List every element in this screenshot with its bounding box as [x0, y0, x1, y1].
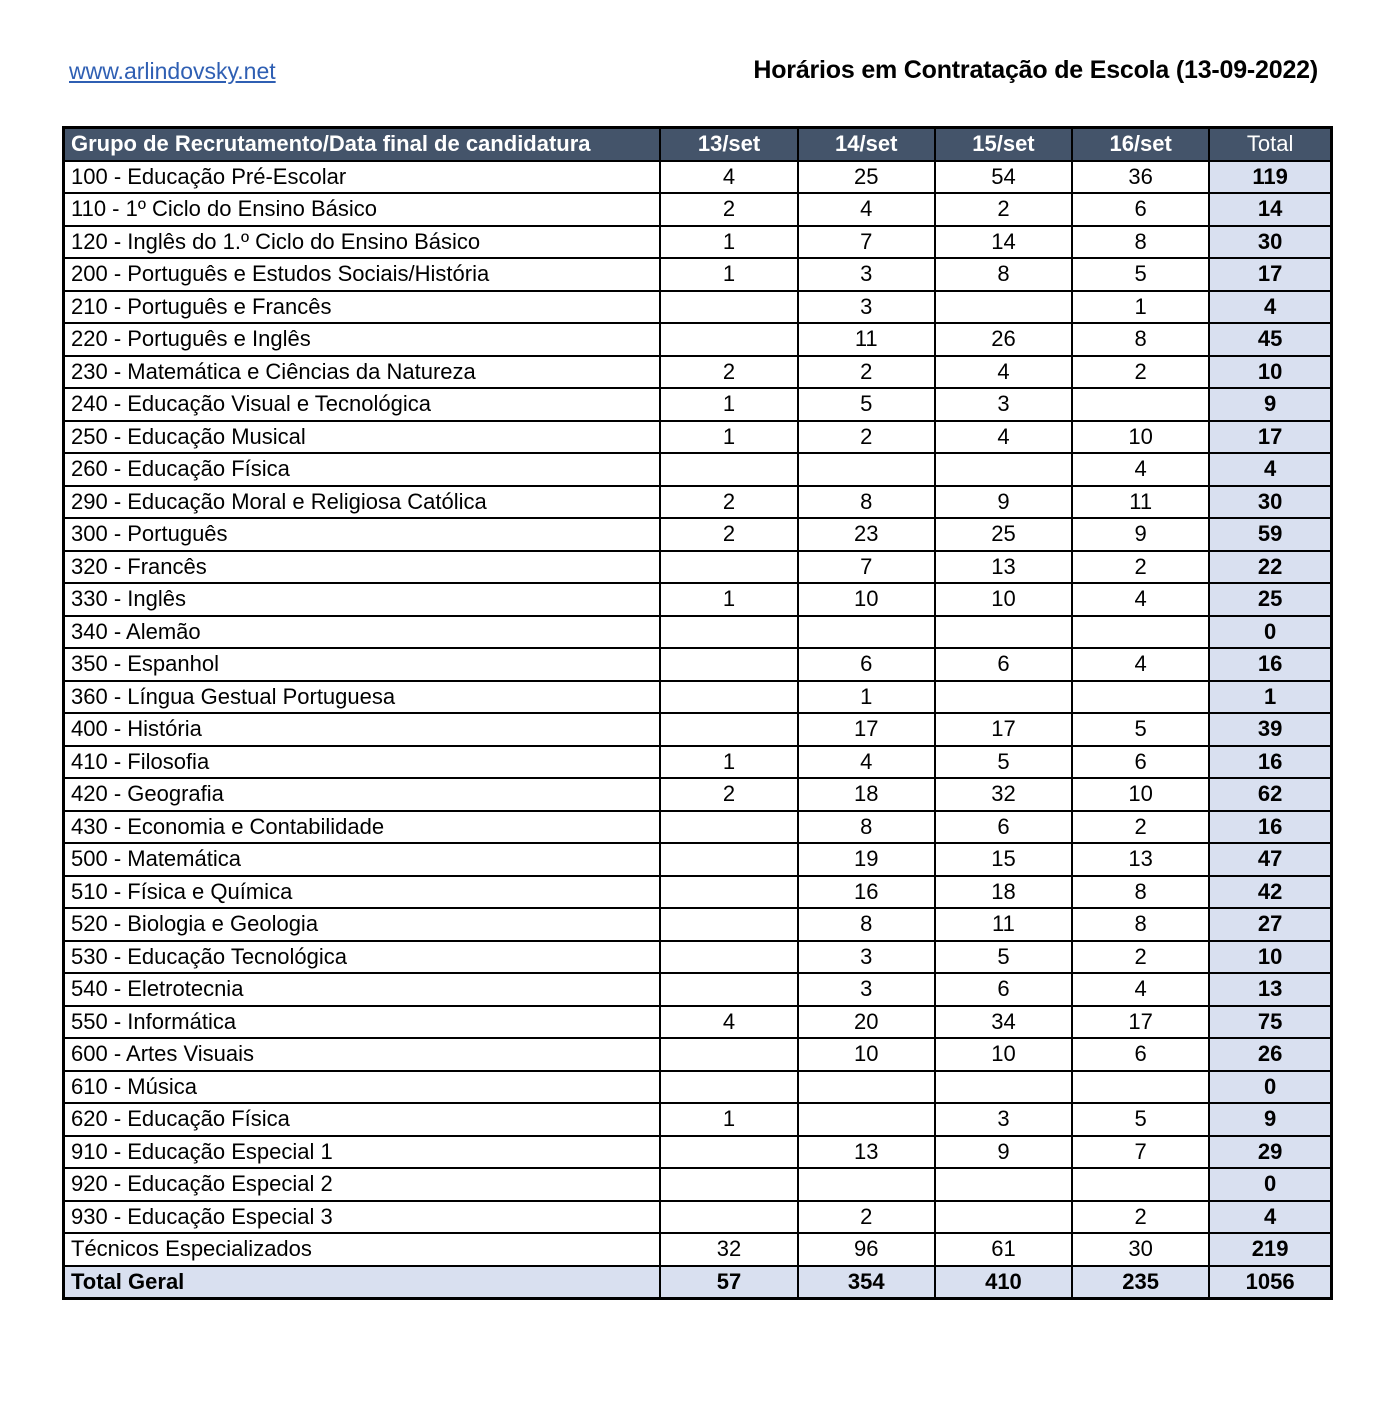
column-header-date: 13/set [660, 128, 797, 161]
table-row [64, 161, 1332, 194]
date-count: 2 [660, 193, 797, 226]
row-total: 26 [1209, 1038, 1331, 1071]
row-total: 45 [1209, 323, 1331, 356]
date-count [660, 323, 797, 356]
date-count: 4 [660, 1006, 797, 1039]
date-count: 10 [935, 1038, 1072, 1071]
row-total: 27 [1209, 908, 1331, 941]
group-label: 910 - Educação Especial 1 [64, 1136, 661, 1169]
date-count: 61 [935, 1233, 1072, 1266]
date-count: 3 [798, 258, 935, 291]
table-row [64, 1233, 1332, 1266]
table-row [64, 973, 1332, 1006]
date-count [660, 941, 797, 974]
table-row [64, 616, 1332, 649]
row-total: 59 [1209, 518, 1331, 551]
date-count: 7 [798, 226, 935, 259]
group-label: Técnicos Especializados [64, 1233, 661, 1266]
group-label: 220 - Português e Inglês [64, 323, 661, 356]
date-count [935, 1071, 1072, 1104]
group-label: 420 - Geografia [64, 778, 661, 811]
table-row [64, 258, 1332, 291]
row-total: 16 [1209, 746, 1331, 779]
row-total: 0 [1209, 616, 1331, 649]
group-label: 620 - Educação Física [64, 1103, 661, 1136]
date-count: 3 [935, 1103, 1072, 1136]
table-row [64, 1103, 1332, 1136]
date-count: 54 [935, 161, 1072, 194]
column-header-group: Grupo de Recrutamento/Data final de candidatura [64, 128, 661, 161]
date-count: 11 [798, 323, 935, 356]
column-header-total: Total [1209, 128, 1331, 161]
date-count [935, 291, 1072, 324]
date-count [935, 681, 1072, 714]
date-count: 17 [1072, 1006, 1209, 1039]
date-count [660, 973, 797, 1006]
date-count: 5 [798, 388, 935, 421]
table-row [64, 648, 1332, 681]
date-count: 2 [660, 356, 797, 389]
column-header-date: 16/set [1072, 128, 1209, 161]
date-count: 4 [1072, 453, 1209, 486]
table-row [64, 1136, 1332, 1169]
group-label: 240 - Educação Visual e Tecnológica [64, 388, 661, 421]
date-count: 18 [798, 778, 935, 811]
table-row [64, 713, 1332, 746]
group-label: 410 - Filosofia [64, 746, 661, 779]
table-row [64, 356, 1332, 389]
date-count: 8 [798, 486, 935, 519]
row-total: 4 [1209, 291, 1331, 324]
group-label: 920 - Educação Especial 2 [64, 1168, 661, 1201]
table-row [64, 226, 1332, 259]
date-count: 17 [935, 713, 1072, 746]
group-label: 930 - Educação Especial 3 [64, 1201, 661, 1234]
row-total: 39 [1209, 713, 1331, 746]
date-count: 6 [1072, 193, 1209, 226]
date-count [660, 551, 797, 584]
date-count: 8 [798, 811, 935, 844]
row-total: 14 [1209, 193, 1331, 226]
table-row [64, 876, 1332, 909]
date-count: 9 [935, 486, 1072, 519]
date-count [1072, 1168, 1209, 1201]
date-count: 2 [1072, 811, 1209, 844]
date-count: 6 [935, 648, 1072, 681]
row-total: 9 [1209, 1103, 1331, 1136]
group-label: 250 - Educação Musical [64, 421, 661, 454]
column-header-date: 14/set [798, 128, 935, 161]
date-count: 2 [798, 421, 935, 454]
date-count: 8 [935, 258, 1072, 291]
date-count: 11 [1072, 486, 1209, 519]
date-count: 3 [798, 291, 935, 324]
row-total: 22 [1209, 551, 1331, 584]
group-label: 120 - Inglês do 1.º Ciclo do Ensino Básico [64, 226, 661, 259]
group-label: 540 - Eletrotecnia [64, 973, 661, 1006]
table-row [64, 746, 1332, 779]
group-label: 430 - Economia e Contabilidade [64, 811, 661, 844]
date-count: 2 [798, 356, 935, 389]
date-count: 1 [1072, 291, 1209, 324]
site-link[interactable]: www.arlindovsky.net [69, 58, 276, 84]
row-total: 25 [1209, 583, 1331, 616]
date-count: 10 [935, 583, 1072, 616]
date-count: 7 [1072, 1136, 1209, 1169]
date-count: 1 [660, 388, 797, 421]
date-count: 8 [1072, 323, 1209, 356]
row-total: 16 [1209, 648, 1331, 681]
row-total: 17 [1209, 258, 1331, 291]
group-label: 530 - Educação Tecnológica [64, 941, 661, 974]
row-total: 30 [1209, 226, 1331, 259]
date-count [660, 713, 797, 746]
date-count [660, 1136, 797, 1169]
date-count: 2 [660, 518, 797, 551]
date-count: 2 [1072, 1201, 1209, 1234]
row-total: 0 [1209, 1071, 1331, 1104]
column-header-date: 15/set [935, 128, 1072, 161]
date-count: 13 [935, 551, 1072, 584]
date-count: 1 [660, 583, 797, 616]
date-count [935, 453, 1072, 486]
date-count [660, 681, 797, 714]
table-row [64, 1071, 1332, 1104]
date-count [660, 1071, 797, 1104]
table-row [64, 193, 1332, 226]
date-count: 10 [798, 1038, 935, 1071]
date-count [660, 908, 797, 941]
date-count [660, 1168, 797, 1201]
row-total: 9 [1209, 388, 1331, 421]
group-label: 230 - Matemática e Ciências da Natureza [64, 356, 661, 389]
date-count: 6 [1072, 746, 1209, 779]
date-count: 5 [1072, 713, 1209, 746]
table-row [64, 486, 1332, 519]
date-count: 2 [660, 778, 797, 811]
date-count [660, 291, 797, 324]
date-count: 2 [1072, 551, 1209, 584]
date-count: 17 [798, 713, 935, 746]
date-count: 32 [935, 778, 1072, 811]
date-count [935, 1201, 1072, 1234]
group-label: 300 - Português [64, 518, 661, 551]
table-row [64, 551, 1332, 584]
date-count [660, 616, 797, 649]
date-count: 10 [798, 583, 935, 616]
row-total: 30 [1209, 486, 1331, 519]
row-total: 75 [1209, 1006, 1331, 1039]
date-count [660, 648, 797, 681]
table-row [64, 843, 1332, 876]
date-count: 1 [660, 421, 797, 454]
group-label: 260 - Educação Física [64, 453, 661, 486]
date-count: 10 [1072, 421, 1209, 454]
row-total: 10 [1209, 356, 1331, 389]
row-total: 62 [1209, 778, 1331, 811]
date-count: 8 [1072, 876, 1209, 909]
group-label: 340 - Alemão [64, 616, 661, 649]
row-total: 119 [1209, 161, 1331, 194]
group-label: 200 - Português e Estudos Sociais/História [64, 258, 661, 291]
date-count [660, 811, 797, 844]
row-total: 219 [1209, 1233, 1331, 1266]
date-count: 10 [1072, 778, 1209, 811]
date-count: 23 [798, 518, 935, 551]
vacancies-table [62, 126, 1333, 1300]
date-count: 6 [935, 811, 1072, 844]
date-count: 4 [1072, 973, 1209, 1006]
date-count: 14 [935, 226, 1072, 259]
table-row [64, 778, 1332, 811]
table-row [64, 518, 1332, 551]
table-row [64, 811, 1332, 844]
date-count: 30 [1072, 1233, 1209, 1266]
date-count: 18 [935, 876, 1072, 909]
date-count: 4 [660, 161, 797, 194]
date-count: 4 [798, 746, 935, 779]
date-count [798, 616, 935, 649]
grand-total-value: 410 [935, 1266, 1072, 1299]
row-total: 17 [1209, 421, 1331, 454]
date-count: 4 [1072, 648, 1209, 681]
group-label: 600 - Artes Visuais [64, 1038, 661, 1071]
table-row [64, 388, 1332, 421]
date-count: 5 [935, 941, 1072, 974]
date-count: 26 [935, 323, 1072, 356]
group-label: 500 - Matemática [64, 843, 661, 876]
date-count: 5 [935, 746, 1072, 779]
date-count: 2 [1072, 356, 1209, 389]
table-row [64, 1038, 1332, 1071]
date-count [1072, 681, 1209, 714]
table-row [64, 1168, 1332, 1201]
group-label: 520 - Biologia e Geologia [64, 908, 661, 941]
date-count: 36 [1072, 161, 1209, 194]
date-count: 2 [935, 193, 1072, 226]
row-total: 1 [1209, 681, 1331, 714]
date-count [798, 453, 935, 486]
grand-total-row [64, 1266, 1332, 1299]
table-row [64, 583, 1332, 616]
date-count: 1 [798, 681, 935, 714]
date-count: 4 [935, 421, 1072, 454]
date-count: 8 [798, 908, 935, 941]
group-label: 510 - Física e Química [64, 876, 661, 909]
group-label: 550 - Informática [64, 1006, 661, 1039]
date-count: 25 [798, 161, 935, 194]
date-count: 19 [798, 843, 935, 876]
date-count: 5 [1072, 1103, 1209, 1136]
date-count [660, 876, 797, 909]
date-count [798, 1071, 935, 1104]
group-label: 400 - História [64, 713, 661, 746]
date-count: 1 [660, 258, 797, 291]
group-label: 110 - 1º Ciclo do Ensino Básico [64, 193, 661, 226]
group-label: 360 - Língua Gestual Portuguesa [64, 681, 661, 714]
date-count: 5 [1072, 258, 1209, 291]
grand-total-value: 57 [660, 1266, 797, 1299]
date-count: 9 [935, 1136, 1072, 1169]
date-count: 8 [1072, 226, 1209, 259]
date-count: 2 [660, 486, 797, 519]
date-count: 25 [935, 518, 1072, 551]
date-count [935, 1168, 1072, 1201]
date-count: 3 [798, 973, 935, 1006]
date-count: 6 [1072, 1038, 1209, 1071]
date-count [935, 616, 1072, 649]
grand-total-value: 354 [798, 1266, 935, 1299]
date-count [1072, 616, 1209, 649]
date-count: 1 [660, 226, 797, 259]
row-total: 16 [1209, 811, 1331, 844]
date-count: 6 [935, 973, 1072, 1006]
date-count [798, 1168, 935, 1201]
date-count: 7 [798, 551, 935, 584]
date-count [1072, 1071, 1209, 1104]
date-count [660, 453, 797, 486]
date-count: 4 [935, 356, 1072, 389]
date-count: 34 [935, 1006, 1072, 1039]
table-row [64, 941, 1332, 974]
grand-total-value: 1056 [1209, 1266, 1331, 1299]
row-total: 42 [1209, 876, 1331, 909]
table-header-row [64, 128, 1332, 161]
table-row [64, 681, 1332, 714]
date-count: 13 [1072, 843, 1209, 876]
table-row [64, 323, 1332, 356]
group-label: 350 - Espanhol [64, 648, 661, 681]
row-total: 10 [1209, 941, 1331, 974]
table-row [64, 291, 1332, 324]
table-row [64, 421, 1332, 454]
date-count: 6 [798, 648, 935, 681]
date-count: 3 [798, 941, 935, 974]
table-row [64, 908, 1332, 941]
date-count: 20 [798, 1006, 935, 1039]
table-row [64, 1201, 1332, 1234]
group-label: 290 - Educação Moral e Religiosa Católica [64, 486, 661, 519]
date-count: 9 [1072, 518, 1209, 551]
row-total: 4 [1209, 453, 1331, 486]
date-count: 96 [798, 1233, 935, 1266]
row-total: 4 [1209, 1201, 1331, 1234]
page-title: Horários em Contratação de Escola (13-09-2022) [753, 56, 1318, 84]
table-row [64, 453, 1332, 486]
row-total: 13 [1209, 973, 1331, 1006]
grand-total-label: Total Geral [64, 1266, 661, 1299]
date-count [660, 1038, 797, 1071]
date-count: 1 [660, 1103, 797, 1136]
group-label: 610 - Música [64, 1071, 661, 1104]
table-body [64, 161, 1332, 1299]
group-label: 330 - Inglês [64, 583, 661, 616]
table-row [64, 1006, 1332, 1039]
date-count: 4 [1072, 583, 1209, 616]
group-label: 100 - Educação Pré-Escolar [64, 161, 661, 194]
date-count [660, 843, 797, 876]
grand-total-value: 235 [1072, 1266, 1209, 1299]
date-count: 32 [660, 1233, 797, 1266]
date-count [798, 1103, 935, 1136]
date-count: 3 [935, 388, 1072, 421]
date-count: 2 [798, 1201, 935, 1234]
date-count [1072, 388, 1209, 421]
date-count: 11 [935, 908, 1072, 941]
row-total: 47 [1209, 843, 1331, 876]
date-count [660, 1201, 797, 1234]
group-label: 320 - Francês [64, 551, 661, 584]
row-total: 29 [1209, 1136, 1331, 1169]
date-count: 15 [935, 843, 1072, 876]
date-count: 16 [798, 876, 935, 909]
date-count: 4 [798, 193, 935, 226]
date-count: 2 [1072, 941, 1209, 974]
group-label: 210 - Português e Francês [64, 291, 661, 324]
date-count: 1 [660, 746, 797, 779]
date-count: 13 [798, 1136, 935, 1169]
date-count: 8 [1072, 908, 1209, 941]
row-total: 0 [1209, 1168, 1331, 1201]
